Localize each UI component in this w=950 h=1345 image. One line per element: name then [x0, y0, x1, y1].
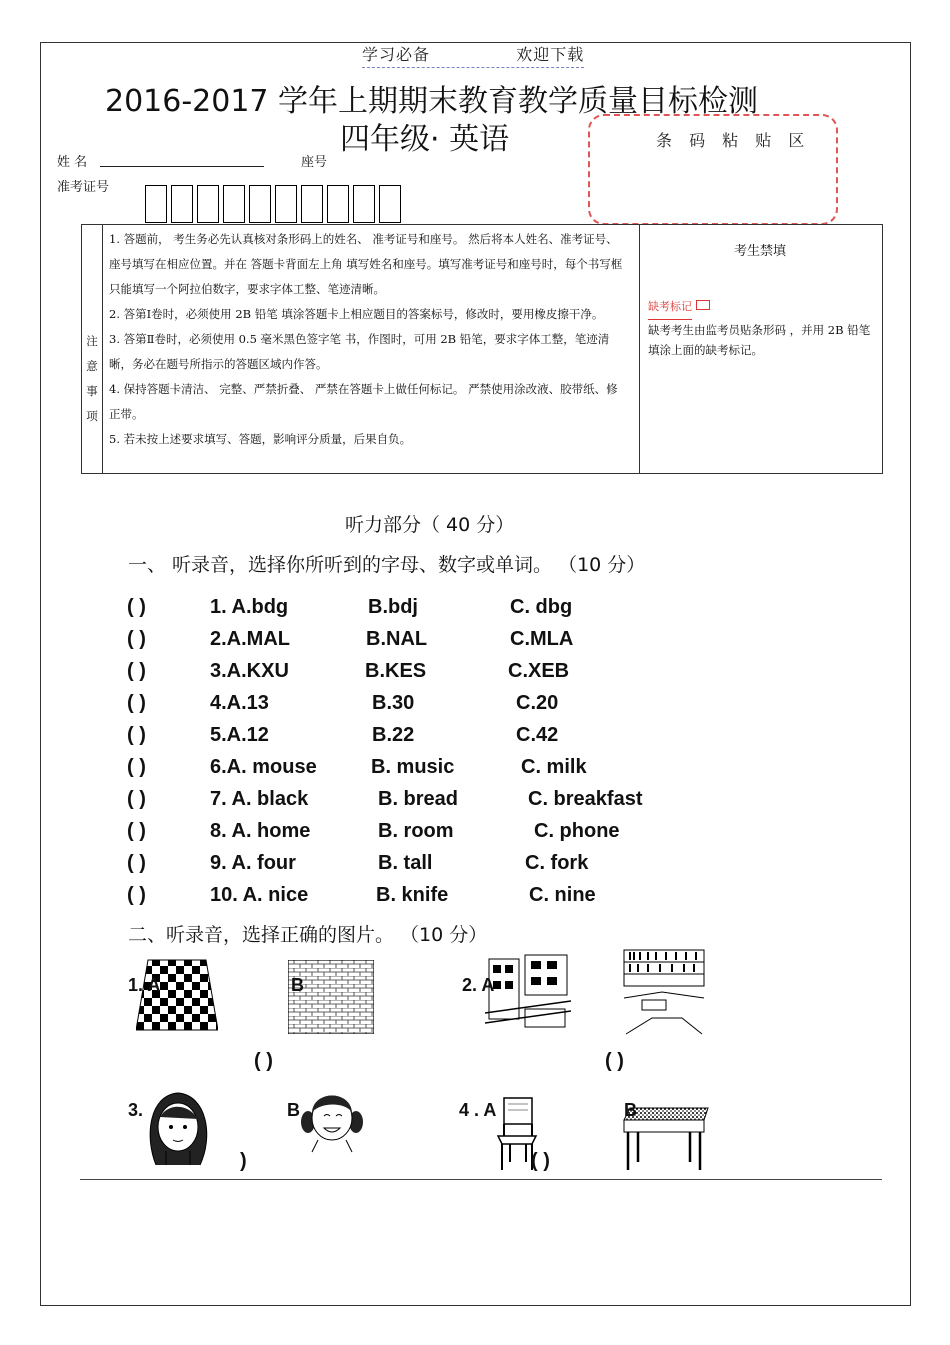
- q1-option-b-label: B: [291, 975, 304, 995]
- q1-option-a-label: 1. A: [128, 975, 161, 995]
- q2-answer-paren[interactable]: ( ): [605, 1050, 624, 1072]
- exam-title: 2016-2017 学年上期期末教育教学质量目标检测: [105, 84, 759, 119]
- q4-option-a-label: 4 . A: [459, 1100, 497, 1120]
- notice-item-4: 4. 保持答题卡清洁、 完整、严禁折叠、 严禁在答题卡上做任何标记。 严禁使用涂改液、胶带纸、修正带。: [109, 382, 618, 421]
- option-a: 3.A.KXU: [210, 660, 289, 682]
- name-label: 姓 名: [57, 155, 88, 170]
- q1-answer-paren[interactable]: ( ): [254, 1050, 273, 1072]
- exam-id-boxes[interactable]: [145, 185, 405, 227]
- notice-item-5: 5. 若未按上述要求填写、答题，影响评分质量，后果自负。: [109, 432, 412, 446]
- option-b: B.KES: [365, 660, 427, 682]
- option-a: 4.A.13: [210, 692, 269, 714]
- banner-right: 欢迎下载: [516, 45, 585, 64]
- notice-item-2: 2. 答第Ⅰ卷时，必须使用 2B 铅笔 填涂答题卡上相应题目的答案标号，修改时，要用橡皮擦干净。: [109, 307, 604, 321]
- answer-paren[interactable]: ( ): [127, 628, 146, 650]
- option-c: C.MLA: [510, 628, 574, 650]
- q3-option-b-label: B: [287, 1100, 300, 1120]
- id-digit-box[interactable]: [223, 185, 245, 223]
- option-b: B.bdj: [368, 596, 418, 618]
- id-digit-box[interactable]: [145, 185, 167, 223]
- notice-item-3: 3. 答第Ⅱ卷时，必须使用 0.5 毫米黑色签字笔 书，作图时，可用 2B 铅笔，要求字体工整，笔迹清晰，务必在题号所指示的答题区域内作答。: [109, 332, 610, 371]
- forbidden-title: 考生禁填: [733, 244, 786, 259]
- option-b: B.NAL: [366, 628, 428, 650]
- option-c: C.20: [516, 692, 559, 714]
- option-b: B. bread: [378, 788, 459, 810]
- q4-option-b-label: B: [624, 1100, 637, 1120]
- option-c: C. fork: [525, 852, 589, 874]
- missing-note: 缺考考生由监考员贴条形码 ，并用 2B 铅笔填涂上面的缺考标记。: [648, 323, 871, 357]
- q3-answer-paren[interactable]: ): [240, 1150, 247, 1172]
- name-field[interactable]: [100, 166, 264, 167]
- q2-option-a-label: 2. A: [462, 975, 495, 995]
- notice-item-1: 1. 答题前， 考生务必先认真核对条形码上的姓名、 准考证号和座号。 然后将本人姓名、准考证号、座号填写在相应位置。并在 答题卡背面左上角 填写姓名和座号。填写准考证号和座号时，每个书写框只能填写一个阿拉伯数字，要求字体工整、笔迹清晰。: [109, 232, 623, 296]
- forbidden-cell: [640, 225, 883, 474]
- notice-table: [81, 224, 883, 474]
- answer-paren[interactable]: ( ): [127, 820, 146, 842]
- id-digit-box[interactable]: [353, 185, 375, 223]
- option-a: 1. A.bdg: [210, 596, 289, 618]
- option-b: B.30: [372, 692, 415, 714]
- id-digit-box[interactable]: [327, 185, 349, 223]
- option-b: B.22: [372, 724, 415, 746]
- id-digit-box[interactable]: [275, 185, 297, 223]
- q3-label: 3.: [128, 1100, 144, 1120]
- answer-paren[interactable]: ( ): [127, 852, 146, 874]
- option-a: 10. A. nice: [210, 884, 309, 906]
- option-c: C. milk: [521, 756, 587, 778]
- answer-paren[interactable]: ( ): [127, 756, 146, 778]
- option-b: B. music: [371, 756, 455, 778]
- answer-paren[interactable]: ( ): [127, 788, 146, 810]
- option-a: 5.A.12: [210, 724, 269, 746]
- option-c: C. nine: [529, 884, 596, 906]
- option-a: 8. A. home: [210, 820, 311, 842]
- buildings-image[interactable]: [485, 953, 571, 1029]
- option-b: B. room: [378, 820, 454, 842]
- section-divider: [80, 1179, 882, 1180]
- listening-heading: 听力部分（ 40 分）: [345, 514, 515, 536]
- answer-paren[interactable]: ( ): [127, 884, 146, 906]
- id-digit-box[interactable]: [379, 185, 401, 223]
- pigtail-girl-image[interactable]: [300, 1082, 364, 1154]
- notice-items: [103, 225, 640, 474]
- id-digit-box[interactable]: [197, 185, 219, 223]
- option-c: C. phone: [534, 820, 620, 842]
- missing-mark-box[interactable]: [696, 300, 710, 310]
- id-digit-box[interactable]: [301, 185, 323, 223]
- exam-subtitle: 四年级· 英语: [340, 122, 510, 157]
- barcode-area: [588, 114, 838, 225]
- library-room-image[interactable]: [622, 948, 706, 1038]
- option-b: B. knife: [376, 884, 449, 906]
- long-hair-girl-image[interactable]: [138, 1085, 218, 1169]
- q4-answer-paren[interactable]: ( ): [531, 1150, 550, 1172]
- option-a: 7. A. black: [210, 788, 309, 810]
- part1-title: 一、 听录音，选择你所听到的字母、数字或单词。 （10 分）: [128, 554, 646, 576]
- answer-paren[interactable]: ( ): [127, 660, 146, 682]
- option-a: 6.A. mouse: [210, 756, 317, 778]
- answer-paren[interactable]: ( ): [127, 692, 146, 714]
- answer-paren[interactable]: ( ): [127, 596, 146, 618]
- brick-wall-image[interactable]: [288, 960, 374, 1034]
- option-c: C.XEB: [508, 660, 570, 682]
- part2-title: 二、听录音，选择正确的图片。 （10 分）: [128, 924, 488, 946]
- notice-side-label: 注意事项: [82, 225, 103, 474]
- id-digit-box[interactable]: [249, 185, 271, 223]
- option-c: C. breakfast: [528, 788, 643, 810]
- option-a: 2.A.MAL: [210, 628, 290, 650]
- option-a: 9. A. four: [210, 852, 296, 874]
- option-c: C. dbg: [510, 596, 573, 618]
- top-banner: [362, 42, 584, 68]
- option-c: C.42: [516, 724, 559, 746]
- exam-id-label: 准考证号: [57, 180, 110, 195]
- seat-label: 座号: [301, 155, 328, 170]
- option-b: B. tall: [378, 852, 433, 874]
- banner-left: 学习必备: [362, 45, 431, 64]
- id-digit-box[interactable]: [171, 185, 193, 223]
- answer-paren[interactable]: ( ): [127, 724, 146, 746]
- barcode-label: 条 码 粘 贴 区: [656, 131, 811, 150]
- missing-mark-label: 缺考标记: [648, 294, 692, 320]
